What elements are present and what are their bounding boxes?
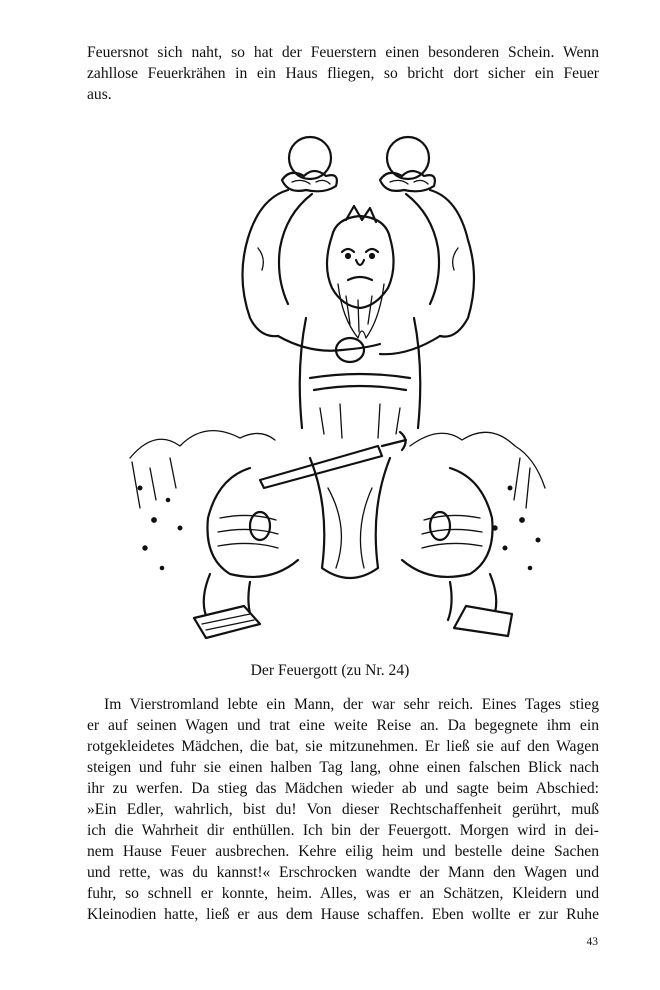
text-line: er auf seinen Wagen und trat eine weite Reise an. Da begegnete ihm ein [87, 717, 599, 734]
text-line: rotgekleidetes Mädchen, die bat, sie mitzunehmen. Er ließ sie auf den Wagen [87, 738, 599, 755]
text-line: Feuersnot sich naht, so hat der Feuerstern einen besonderen Schein. Wenn [87, 44, 599, 61]
text-line: ihr zu werfen. Da stieg das Mädchen wieder ab und sagte beim Abschied: [87, 780, 599, 797]
text-line: aus. [87, 86, 112, 103]
text-line: Kleinodien hatte, ließ er aus dem Hause schaffen. Eben wollte er zur Ruhe [87, 906, 599, 923]
right-orb [380, 137, 435, 191]
landscape-background [130, 431, 545, 570]
sword [260, 432, 406, 488]
page-number: 43 [586, 936, 598, 948]
text-line: ich die Wahrheit dir enthüllen. Ich bin der Feuergott. Morgen wird in dei- [87, 822, 599, 839]
text-line: »Ein Edler, wahrlich, bist du! Von dieser Rechtschaffenheit gerührt, muß [87, 801, 599, 818]
head [327, 206, 394, 338]
text-line: zahllose Feuerkrähen in ein Haus fliegen, so bricht dort sicher ein Feuer [87, 65, 599, 82]
text-line: und rette, was du kannst!« Erschrocken wandte der Mann den Wagen und [87, 864, 599, 881]
intro-paragraph [87, 42, 599, 105]
text-line: fuhr, so schnell er konnte, heim. Alles, was er an Schätzen, Kleidern und [87, 885, 599, 902]
body-paragraph [87, 694, 599, 925]
legs [204, 458, 497, 620]
text-line: nem Hause Feuer ausbrechen. Kehre eilig heim und bestelle deine Sachen [87, 843, 599, 860]
figure-caption: Der Feuergott (zu Nr. 24) [250, 662, 410, 679]
fire-god-illustration [110, 128, 550, 646]
text-line: Im Vierstromland lebte ein Mann, der war sehr reich. Eines Tages stieg [104, 696, 599, 713]
left-orb [282, 137, 337, 191]
text-line: steigen und fuhr sie einen halben Tag lang, ohne einen falschen Blick nach [87, 759, 599, 776]
shoes [194, 606, 512, 638]
